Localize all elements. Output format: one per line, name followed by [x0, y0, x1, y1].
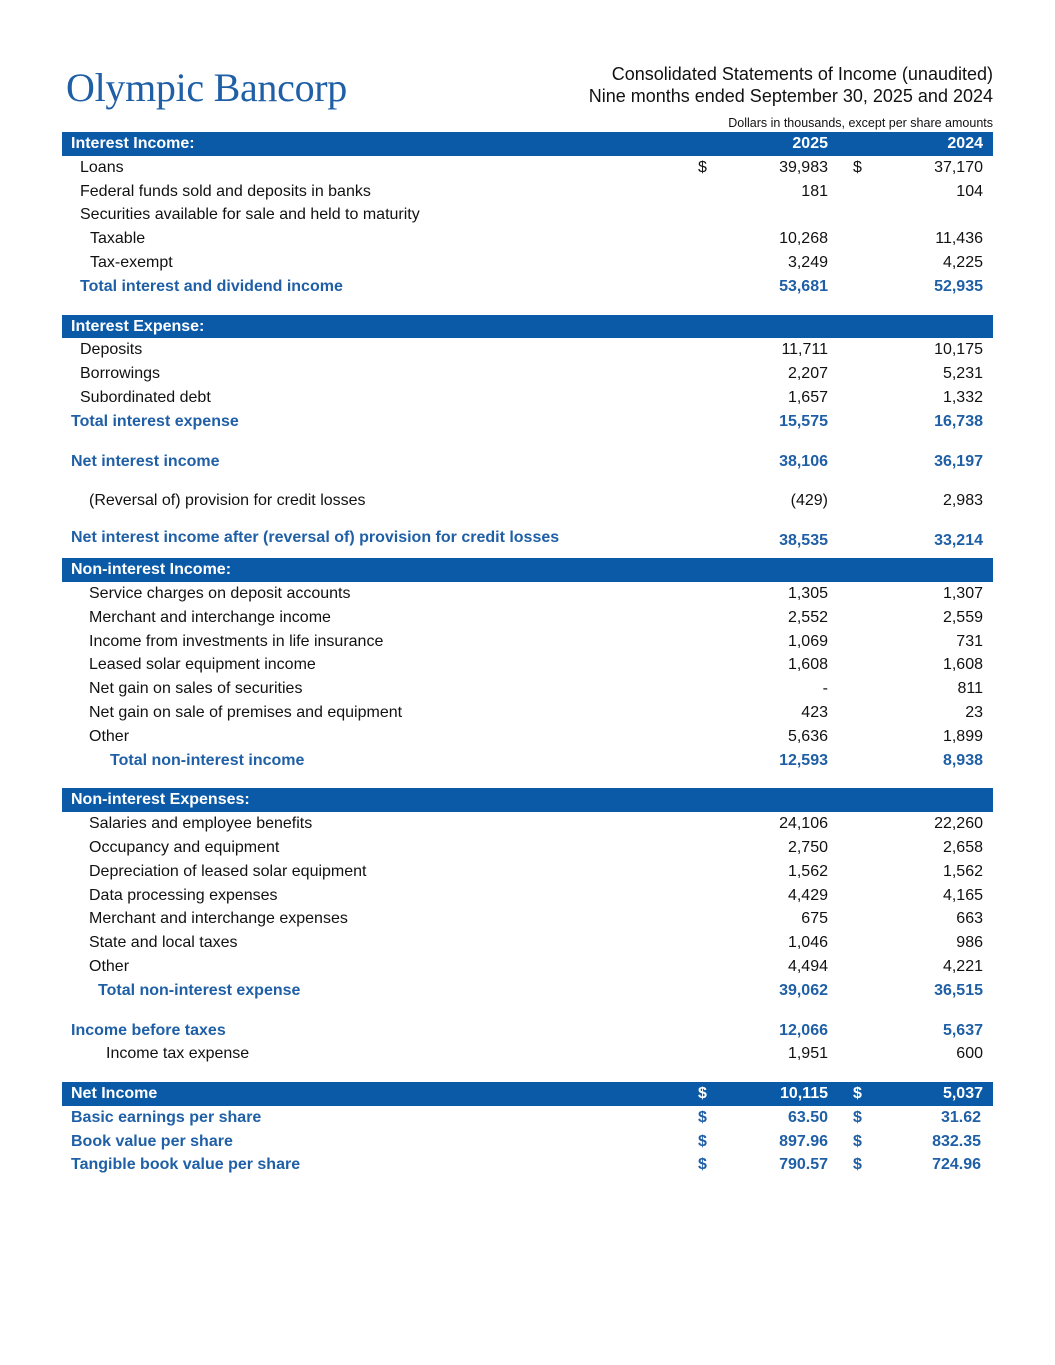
value-2025: 15,575 [779, 412, 828, 430]
value-2025: 5,636 [787, 727, 828, 745]
row-label: State and local taxes [89, 934, 238, 952]
row-label: Leased solar equipment income [89, 656, 316, 674]
currency-symbol: $ [698, 1156, 707, 1174]
row-label: Depreciation of leased solar equipment [89, 862, 367, 880]
list-item [62, 955, 993, 979]
value-2024: 10,175 [934, 341, 983, 359]
value-2025: 4,494 [787, 957, 828, 975]
currency-symbol: $ [853, 1085, 862, 1103]
row-income-tax-expense [62, 1042, 993, 1066]
row-label: Federal funds sold and deposits in banks [80, 182, 371, 200]
value-2024: 5,037 [942, 1085, 983, 1103]
row-label: Net gain on sales of securities [89, 680, 303, 698]
row-total-non-interest-expense [62, 979, 993, 1003]
row-label: Total interest and dividend income [80, 277, 343, 295]
value-2024: 104 [956, 182, 983, 200]
row-label: Taxable [90, 230, 146, 248]
row-label: Subordinated debt [80, 388, 211, 406]
row-label: Tax-exempt [90, 253, 173, 271]
row-taxable [62, 227, 993, 251]
row-label: Other [89, 957, 130, 975]
value-2024: 4,221 [942, 957, 983, 975]
list-item [62, 812, 993, 836]
list-item [62, 606, 993, 630]
row-label: Occupancy and equipment [89, 838, 280, 856]
row-book-value-per-share [62, 1130, 993, 1154]
currency-symbol: $ [853, 158, 862, 176]
row-fed-funds [62, 180, 993, 204]
list-item [62, 907, 993, 931]
value-2024: 37,170 [934, 158, 983, 176]
row-provision [62, 489, 993, 513]
value-2024: 36,197 [934, 452, 983, 470]
statement-title-block [589, 63, 993, 107]
row-label: Securities available for sale and held to maturity [80, 206, 420, 224]
value-2025: 11,711 [781, 341, 828, 359]
value-2024: 663 [956, 910, 983, 928]
row-securities [62, 203, 993, 227]
value-2025: 675 [801, 910, 828, 928]
value-2025: 423 [801, 703, 828, 721]
value-2024: 31.62 [940, 1108, 981, 1126]
row-label: Borrowings [80, 365, 161, 383]
value-2024: 1,562 [942, 862, 983, 880]
value-2024: 1,332 [942, 388, 983, 406]
statement-period: Nine months ended September 30, 2025 and 2024 [588, 86, 993, 106]
row-nii-after-provision [62, 529, 993, 551]
list-item [62, 701, 993, 725]
value-2024: 724.96 [932, 1156, 981, 1174]
value-2024: 8,938 [942, 751, 983, 769]
value-2024: 986 [956, 934, 983, 952]
column-2025: 2025 [792, 135, 828, 152]
list-item [62, 931, 993, 955]
list-item [62, 725, 993, 749]
value-2025: 1,608 [787, 656, 828, 674]
value-2025: 39,062 [779, 981, 828, 999]
value-2025: 12,066 [779, 1021, 828, 1039]
value-2024: 5,231 [942, 365, 983, 383]
row-total-interest-income [62, 275, 993, 299]
row-label: Basic earnings per share [71, 1108, 262, 1126]
value-2024: 2,983 [942, 492, 983, 510]
currency-symbol: $ [698, 1108, 707, 1126]
section-label: Non-interest Expenses: [71, 791, 250, 809]
row-deposits [62, 338, 993, 362]
row-label: Income from investments in life insurance [89, 632, 384, 650]
row-label: Tangible book value per share [71, 1156, 301, 1174]
row-tax-exempt [62, 251, 993, 275]
value-2025: - [822, 680, 828, 698]
row-label: Total interest expense [71, 412, 239, 430]
row-label: Merchant and interchange expenses [89, 910, 348, 928]
value-2025: 24,106 [779, 815, 828, 833]
value-2025: 53,681 [779, 277, 828, 295]
value-2024: 16,738 [934, 412, 983, 430]
value-2024: 832.35 [932, 1132, 981, 1150]
value-2025: 10,115 [779, 1085, 828, 1103]
section-header-interest-expense [62, 315, 993, 339]
section-label: Interest Income: [71, 135, 195, 152]
list-item [62, 630, 993, 654]
list-item [62, 860, 993, 884]
value-2024: 33,214 [934, 532, 983, 550]
value-2025: 12,593 [779, 751, 828, 769]
section-label: Non-interest Income: [71, 561, 232, 579]
value-2025: 1,951 [787, 1045, 828, 1063]
value-2025: 2,750 [787, 838, 828, 856]
row-label: Loans [80, 158, 124, 176]
value-2025: 2,207 [787, 365, 828, 383]
row-net-income [62, 1082, 993, 1106]
row-total-non-interest-income [62, 749, 993, 773]
section-label: Interest Expense: [71, 317, 205, 335]
value-2024: 4,165 [942, 886, 983, 904]
section-header-non-interest-income [62, 558, 993, 582]
value-2024: 811 [957, 680, 983, 698]
row-label: Salaries and employee benefits [89, 815, 313, 833]
value-2025: 897.96 [779, 1132, 828, 1150]
statement-title: Consolidated Statements of Income (unaudited) [611, 64, 993, 84]
value-2025: 1,562 [787, 862, 828, 880]
section-header-interest-income [62, 132, 993, 156]
row-label: Book value per share [71, 1132, 233, 1150]
value-2025: 38,535 [779, 532, 828, 550]
value-2024: 600 [956, 1045, 983, 1063]
value-2025: 4,429 [787, 886, 828, 904]
row-label: Other [89, 727, 130, 745]
row-label: Net interest income after (reversal of) provision for credit losses [71, 529, 560, 547]
currency-symbol: $ [698, 1132, 707, 1150]
row-label: Net Income [71, 1085, 158, 1103]
value-2024: 1,899 [942, 727, 983, 745]
row-label: Data processing expenses [89, 886, 278, 904]
value-2025: 1,046 [787, 934, 828, 952]
value-2024: 731 [956, 632, 983, 650]
value-2024: 1,307 [942, 584, 983, 602]
row-loans [62, 156, 993, 180]
row-net-interest-income [62, 450, 993, 474]
row-label: Merchant and interchange income [89, 608, 331, 626]
list-item [62, 884, 993, 908]
value-2025: (429) [790, 492, 828, 510]
currency-symbol: $ [853, 1132, 862, 1150]
value-2024: 23 [965, 703, 983, 721]
row-total-interest-expense [62, 410, 993, 434]
row-label: Income tax expense [106, 1045, 250, 1063]
row-label: Total non-interest expense [98, 981, 301, 999]
value-2025: 38,106 [779, 452, 828, 470]
value-2025: 1,305 [787, 584, 828, 602]
row-label: Total non-interest income [110, 751, 305, 769]
value-2024: 52,935 [934, 277, 983, 295]
currency-symbol: $ [698, 1085, 707, 1103]
value-2025: 2,552 [787, 608, 828, 626]
value-2025: 39,983 [779, 158, 828, 176]
row-label: Net interest income [71, 452, 220, 470]
row-label: (Reversal of) provision for credit losses [89, 492, 366, 510]
row-label: Deposits [80, 341, 143, 359]
row-label: Income before taxes [71, 1021, 226, 1039]
row-basic-eps [62, 1106, 993, 1130]
value-2025: 63.50 [787, 1108, 828, 1126]
income-statement [62, 132, 993, 1177]
value-2025: 10,268 [779, 230, 828, 248]
value-2024: 22,260 [934, 815, 983, 833]
value-2025: 790.57 [779, 1156, 828, 1174]
row-label: Service charges on deposit accounts [89, 584, 351, 602]
value-2024: 5,637 [942, 1021, 983, 1039]
value-2024: 11,436 [935, 230, 983, 248]
units-note: Dollars in thousands, except per share amounts [728, 116, 993, 130]
row-borrowings [62, 362, 993, 386]
currency-symbol: $ [698, 158, 707, 176]
value-2025: 1,069 [787, 632, 828, 650]
currency-symbol: $ [853, 1156, 862, 1174]
column-2024: 2024 [947, 135, 983, 152]
list-item [62, 653, 993, 677]
value-2025: 181 [801, 182, 828, 200]
list-item [62, 836, 993, 860]
list-item [62, 677, 993, 701]
row-income-before-taxes [62, 1019, 993, 1043]
company-logo: Olympic Bancorp [66, 65, 347, 110]
value-2024: 2,559 [942, 608, 983, 626]
value-2024: 1,608 [942, 656, 983, 674]
value-2025: 1,657 [787, 388, 828, 406]
value-2025: 3,249 [787, 253, 828, 271]
row-tangible-book-value-per-share [62, 1153, 993, 1177]
row-subordinated-debt [62, 386, 993, 410]
list-item [62, 582, 993, 606]
value-2024: 4,225 [942, 253, 983, 271]
value-2024: 2,658 [942, 838, 983, 856]
value-2024: 36,515 [934, 981, 983, 999]
section-header-non-interest-expenses [62, 788, 993, 812]
row-label: Net gain on sale of premises and equipment [89, 703, 403, 721]
currency-symbol: $ [853, 1108, 862, 1126]
